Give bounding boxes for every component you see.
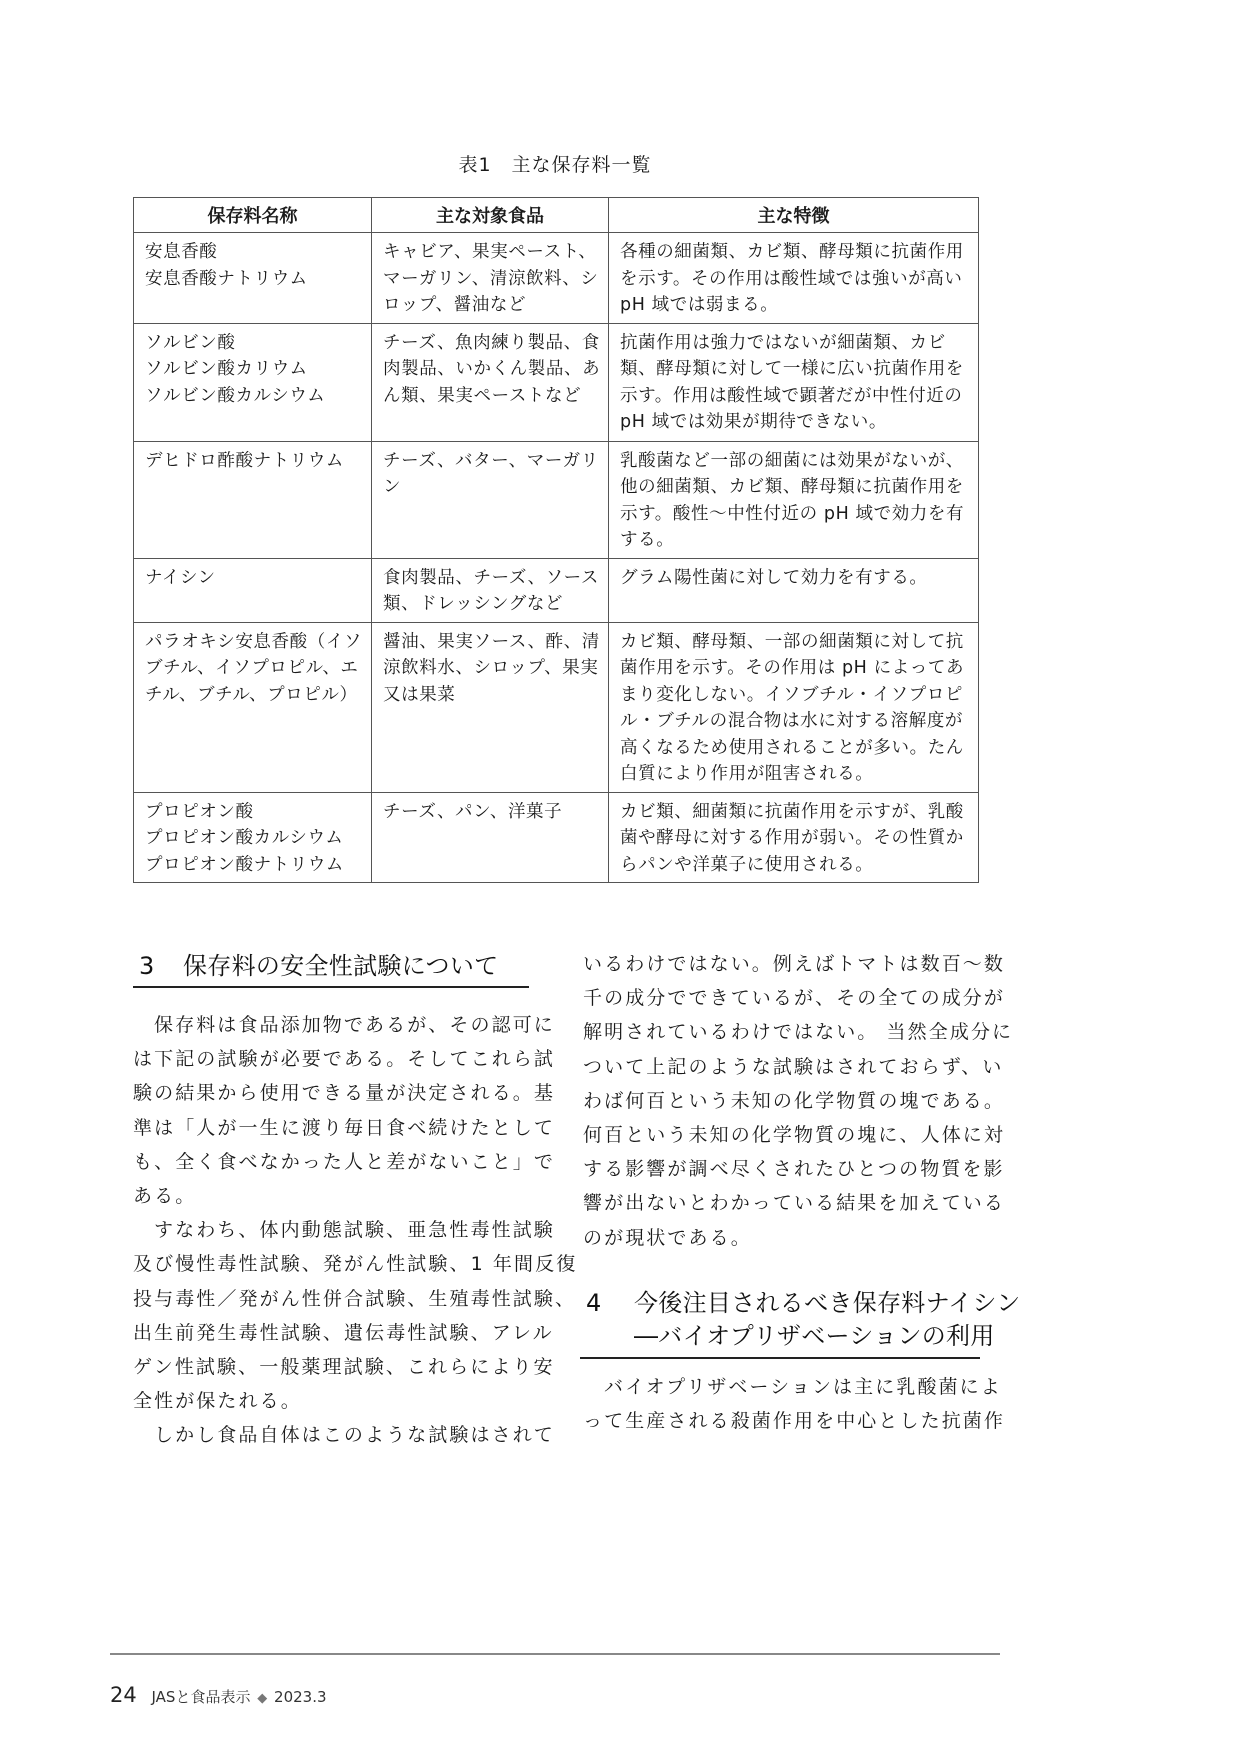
paragraph-line: バイオプリザベーションは主に乳酸菌によ: [604, 1376, 1002, 1398]
paragraph-line: 験の結果から使用できる量が決定される。基: [133, 1082, 556, 1105]
cell-line: 示す。作用は酸性域で顕著だが中性付近の: [620, 385, 963, 406]
cell-line: チル、ブチル、プロピル）: [145, 684, 358, 705]
paragraph-line: する影響が調べ尽くされたひとつの物質を影: [583, 1158, 1005, 1181]
cell-line: グラム陽性菌に対して効力を有する。: [620, 567, 928, 588]
cell-line: 菌や酵母に対する作用が弱い。その性質か: [620, 828, 964, 848]
cell-preservative-name: [134, 323, 372, 441]
cell-line: ン: [383, 477, 402, 497]
cell-target-foods: [372, 233, 609, 324]
cell-line: 醤油、果実ソース、酢、清: [383, 631, 600, 652]
paragraph-line: 響が出ないとわかっている結果を加えている: [583, 1192, 1006, 1215]
cell-line: 他の細菌類、カビ類、酵母類に抗菌作用を: [620, 477, 964, 497]
cell-line: ロップ、醤油など: [383, 295, 527, 315]
cell-line: マーガリン、清涼飲料、シ: [383, 268, 599, 289]
section-3-body-right: [583, 947, 1014, 1255]
paragraph-line: も、全く食べなかった人と差がないこと」で: [133, 1150, 556, 1173]
paragraph-line: ついて上記のような試験はされておらず、い: [583, 1055, 1004, 1078]
header-name: 保存料名称: [134, 198, 372, 233]
cell-line: 又は果菜: [383, 684, 456, 705]
paragraph-line: は下記の試験が必要である。そしてこれら試: [133, 1048, 556, 1071]
section-3-body-left: [133, 1008, 578, 1452]
cell-features: [609, 233, 979, 324]
cell-line: ん類、果実ペーストなど: [383, 385, 582, 406]
cell-line: キャビア、果実ペースト、: [383, 242, 597, 262]
section-3-heading: [133, 946, 529, 988]
cell-line: チーズ、パン、洋菓子: [383, 801, 563, 822]
section-4-title-line2: ―バイオプリザベーションの利用: [634, 1322, 995, 1350]
preservatives-table: [133, 197, 979, 883]
cell-line: ブチル、イソプロピル、エ: [145, 658, 359, 678]
cell-line: プロピオン酸ナトリウム: [145, 854, 344, 875]
diamond-icon: ◆: [257, 1691, 268, 1706]
paragraph-line: わば何百という未知の化学物質の塊である。: [583, 1089, 1006, 1112]
cell-line: 高くなるため使用されることが多い。たん: [620, 737, 964, 758]
section-4-body: [583, 1370, 1006, 1438]
cell-line: 安息香酸ナトリウム: [145, 268, 308, 289]
publication-name: JASと食品表示: [151, 1688, 251, 1706]
cell-line: カビ類、酵母類、一部の細菌類に対して抗: [620, 631, 964, 652]
cell-features: [609, 622, 979, 792]
paragraph-line: 解明されているわけではない。 当然全成分に: [583, 1021, 1014, 1044]
table-header-row: [134, 198, 979, 233]
section-4-heading: [580, 1287, 1021, 1359]
table-row: [134, 323, 979, 441]
cell-features: [609, 558, 979, 622]
cell-target-foods: [372, 441, 609, 558]
cell-line: 涼飲料水、シロップ、果実: [383, 658, 599, 678]
table-row: [134, 441, 979, 558]
cell-line: する。: [620, 530, 675, 550]
cell-line: 示す。酸性～中性付近の pH 域で効力を有: [620, 503, 965, 524]
paragraph-line: しかし食品自体はこのような試験はされて: [154, 1424, 555, 1447]
cell-line: チーズ、バター、マーガリ: [383, 450, 599, 471]
cell-target-foods: [372, 558, 609, 622]
cell-target-foods: [372, 622, 609, 792]
section-4-title-line1: 今後注目されるべき保存料ナイシン: [634, 1289, 1021, 1317]
table-row: [134, 558, 979, 622]
paragraph-line: 保存料は食品添加物であるが、その認可に: [154, 1014, 555, 1036]
cell-line: ソルビン酸: [145, 332, 236, 353]
cell-line: 菌作用を示す。その作用は pH によってあ: [620, 658, 965, 678]
paragraph-line: ゲン性試験、一般薬理試験、これらにより安: [133, 1355, 555, 1378]
cell-preservative-name: [134, 558, 372, 622]
cell-line: 安息香酸: [145, 242, 218, 262]
paragraph-line: 投与毒性／発がん性併合試験、生殖毒性試験、: [133, 1287, 577, 1310]
cell-line: 肉製品、いかくん製品、あ: [383, 359, 601, 379]
cell-line: プロピオン酸: [145, 801, 254, 822]
cell-line: 類、酵母類に対して一様に広い抗菌作用を: [620, 359, 964, 379]
section-3-number: 3: [139, 952, 155, 980]
table-row: [134, 622, 979, 792]
table-caption: 表1 主な保存料一覧: [458, 154, 652, 176]
paragraph-line: 出生前発生毒性試験、遺伝毒性試験、アレル: [133, 1321, 554, 1344]
paragraph-line: のが現状である。: [583, 1226, 752, 1249]
cell-preservative-name: [134, 792, 372, 883]
cell-preservative-name: [134, 441, 372, 558]
header-features: 主な特徴: [609, 198, 979, 233]
cell-line: 食肉製品、チーズ、ソース: [383, 567, 599, 588]
cell-preservative-name: [134, 622, 372, 792]
paragraph-line: 全性が保たれる。: [133, 1390, 302, 1413]
paragraph-line: 千の成分でできているが、その全ての成分が: [583, 987, 1006, 1010]
cell-line: らパンや洋菓子に使用される。: [620, 854, 874, 875]
table-row: [134, 792, 979, 883]
page-footer: [110, 1683, 327, 1707]
footer-divider: [110, 1653, 1000, 1655]
cell-line: を示す。その作用は酸性域では強いが高い: [620, 268, 963, 289]
cell-line: pH 域では効果が期待できない。: [620, 412, 887, 432]
paragraph-line: 準は「人が一生に渡り毎日食べ続けたとして: [133, 1116, 556, 1139]
cell-features: [609, 792, 979, 883]
paragraph-line: って生産される殺菌作用を中心とした抗菌作: [583, 1410, 1006, 1433]
cell-line: デヒドロ酢酸ナトリウム: [145, 450, 344, 471]
issue-date: 2023.3: [274, 1688, 327, 1706]
paragraph-line: すなわち、体内動態試験、亜急性毒性試験: [154, 1219, 555, 1242]
cell-line: ル・ブチルの混合物は水に対する溶解度が: [620, 711, 964, 731]
cell-line: ナイシン: [145, 567, 216, 588]
paragraph-line: 何百という未知の化学物質の塊に、人体に対: [583, 1123, 1006, 1146]
cell-line: カビ類、細菌類に抗菌作用を示すが、乳酸: [620, 801, 964, 822]
cell-line: チーズ、魚肉練り製品、食: [383, 332, 600, 353]
page-number: 24: [110, 1683, 137, 1707]
section-4-number: 4: [586, 1289, 602, 1317]
cell-line: パラオキシ安息香酸（イソ: [145, 631, 363, 652]
paragraph-line: いるわけではない。例えばトマトは数百～数: [583, 953, 1006, 975]
paragraph-line: 及び慢性毒性試験、発がん性試験、1 年間反復: [133, 1253, 578, 1276]
header-foods: 主な対象食品: [372, 198, 609, 233]
cell-line: 抗菌作用は強力ではないが細菌類、カビ: [620, 332, 946, 353]
section-3-title: 保存料の安全性試験について: [183, 952, 499, 980]
cell-line: pH 域では弱まる。: [620, 295, 779, 315]
cell-target-foods: [372, 792, 609, 883]
cell-features: [609, 441, 979, 558]
cell-preservative-name: [134, 233, 372, 324]
cell-line: 各種の細菌類、カビ類、酵母類に抗菌作用: [620, 242, 964, 262]
cell-line: まり変化しない。イソブチル・イソプロピ: [620, 684, 964, 705]
cell-features: [609, 323, 979, 441]
cell-target-foods: [372, 323, 609, 441]
cell-line: 類、ドレッシングなど: [383, 594, 564, 614]
table-row: [134, 233, 979, 324]
cell-line: プロピオン酸カルシウム: [145, 828, 344, 848]
cell-line: 白質により作用が阻害される。: [620, 764, 874, 784]
paragraph-line: ある。: [133, 1184, 197, 1207]
cell-line: ソルビン酸カルシウム: [145, 385, 326, 406]
cell-line: 乳酸菌など一部の細菌には効果がないが、: [620, 450, 964, 471]
cell-line: ソルビン酸カリウム: [145, 359, 308, 379]
